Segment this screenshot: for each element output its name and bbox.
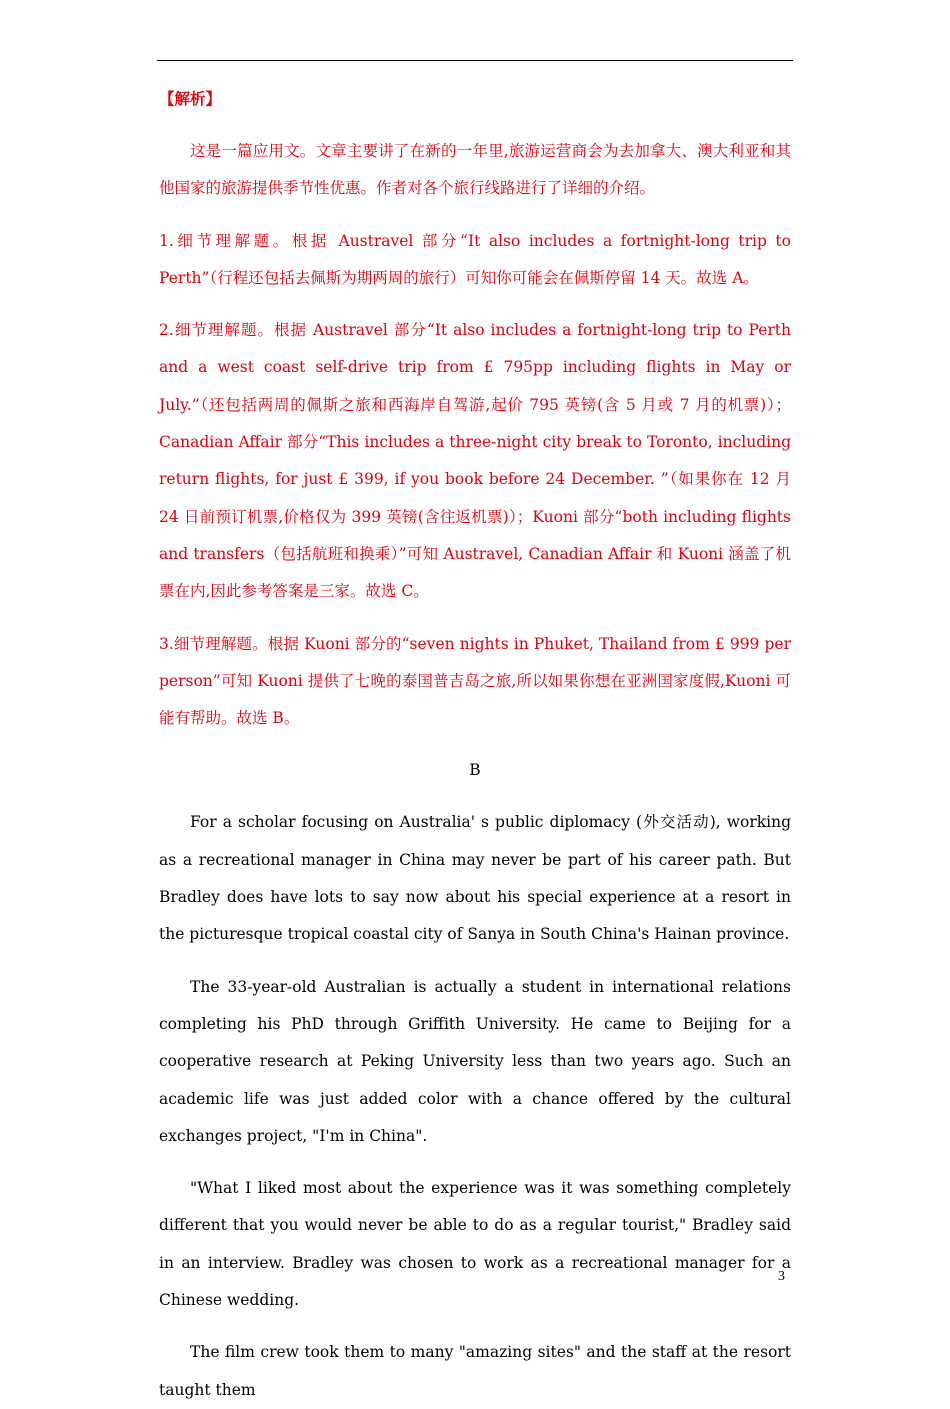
analysis-question-3: 3.细节理解题。根据 Kuoni 部分的“seven nights in Phuket, Thailand from £ 999 per person”可知 Kuoni 提供了七晚的泰国普吉岛之旅,所以如果你想在亚洲国家度假,Kuoni 可能有帮助。故选 B。 xyxy=(159,634,791,728)
passage-paragraph: "What I liked most about the experience was it was something completely different that you would never be able to do as a regular tourist," Bradley said in an interview. Bradley was chosen to work as a recreational manager for a Chinese wedding. xyxy=(159,1179,791,1310)
passage-paragraph: The film crew took them to many "amazing sites" and the staff at the resort taught them xyxy=(159,1343,791,1399)
analysis-heading: 【解析】 xyxy=(159,89,222,108)
analysis-intro: 这是一篇应用文。文章主要讲了在新的一年里,旅游运营商会为去加拿大、澳大利亚和其他国家的旅游提供季节性优惠。作者对各个旅行线路进行了详细的介绍。 xyxy=(159,142,791,198)
page-content xyxy=(159,80,791,1409)
section-label: B xyxy=(469,761,481,780)
page-number: 3 xyxy=(778,1269,785,1284)
passage-paragraph: For a scholar focusing on Australia' s public diplomacy (外交活动), working as a recreational manager in China may never be part of his career path. But Bradley does have lots to say now about his special experience at a resort in the picturesque tropical coastal city of Sanya in South China's Hainan province. xyxy=(159,813,791,944)
passage-paragraph: The 33-year-old Australian is actually a student in international relations completing his PhD through Griffith University. He came to Beijing for a cooperative research at Peking University less than two years ago. Such an academic life was just added color with a chance offered by the cultural exchanges project, "I'm in China". xyxy=(159,977,791,1145)
analysis-question-2: 2.细节理解题。根据 Austravel 部分“It also includes a fortnight-long trip to Perth and a west coast self-drive trip from £ 795pp including flights in May or July.”（还包括两周的佩斯之旅和西海岸自驾游,起价 795 英镑(含 5 月或 7 月的机票)）；Canadian Affair 部分“This includes a three-night city break to Toronto, including return flights, for just £ 399, if you book before 24 December. ”（如果你在 12 月 24 日前预订机票,价格仅为 399 英镑(含往返机票)）；Kuoni 部分“both including flights and transfers（包括航班和换乘）”可知 Austravel, Canadian Affair 和 Kuoni 涵盖了机票在内,因此参考答案是三家。故选 C。 xyxy=(159,321,791,601)
analysis-question-1: 1.细节理解题。根据 Austravel 部分“It also includes a fortnight-long trip to Perth”（行程还包括去佩斯为期两周的旅行）可知你可能会在佩斯停留 14 天。故选 A。 xyxy=(159,231,791,287)
header-rule xyxy=(157,60,793,61)
